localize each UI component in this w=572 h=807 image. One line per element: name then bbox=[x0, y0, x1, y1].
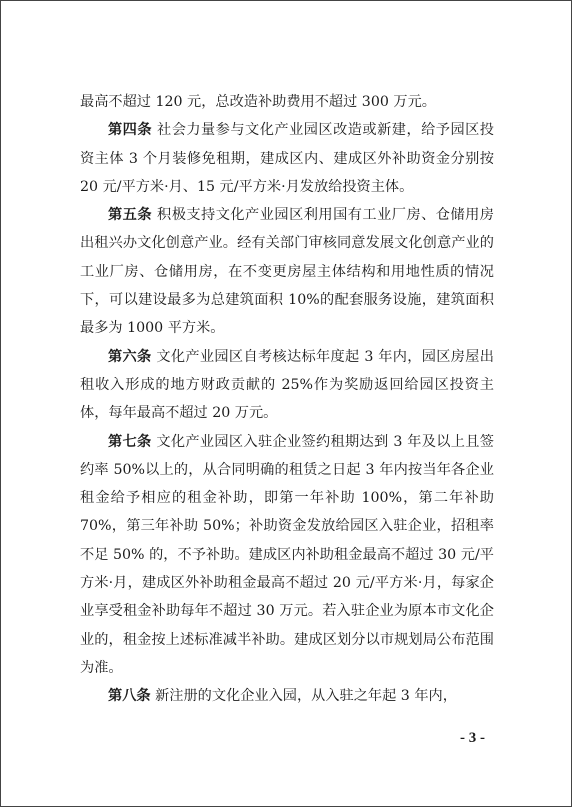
article-6 bbox=[80, 343, 494, 428]
article-heading: 第四条 bbox=[108, 122, 153, 139]
paragraph-text: 积极支持文化产业园区利用国有工业厂房、仓储用房出租兴办文化创意产业。经有关部门审核同意发展文化创意产业的工业厂房、仓储用房，在不变更房屋主体结构和用地性质的情况下，可以建设最多为总建筑面积 10%的配套服务设施，建筑面积最多为 1000 平方米。 bbox=[80, 207, 494, 337]
article-heading: 第七条 bbox=[108, 433, 152, 450]
page-number: - 3 - bbox=[460, 730, 485, 746]
document-body bbox=[80, 88, 494, 711]
paragraph-text: 新注册的文化企业入园，从入驻之年起 3 年内， bbox=[150, 688, 457, 705]
paragraph-text: 社会力量参与文化产业园区改造或新建，给予园区投资主体 3 个月装修免租期，建成区内、建成区外补助资金分别按 20 元/平方米·月、15 元/平方米·月发放给投资主体。 bbox=[80, 122, 494, 195]
paragraph-text: 文化产业园区自考核达标年度起 3 年内，园区房屋出租收入形成的地方财政贡献的 25%作为奖励返回给园区投资主体，每年最高不超过 20 万元。 bbox=[80, 348, 494, 422]
paragraph-text: 文化产业园区入驻企业签约租期达到 3 年及以上且签约率 50%以上的，从合同明确的租赁之日起 3 年内按当年各企业租金给予相应的租金补助，即第一年补助 100%，第二年补助 70%，第三年补助 50%；补助资金发放给园区入驻企业，招租率不足 50% 的，不予补助。建成区内补助租金最高不超过 30 元/平方米·月，建成区外补助租金最高不超过 20 元/平方米·月，每家企业享受租金补助每年不超过 30 万元。若入驻企业为原本市文化企业的，租金按上述标准减半补助。建成区划分以市规划局公布范围为准。 bbox=[80, 433, 494, 676]
article-heading: 第六条 bbox=[108, 348, 152, 365]
article-7 bbox=[80, 428, 494, 683]
article-heading: 第八条 bbox=[108, 688, 151, 705]
article-4 bbox=[80, 116, 494, 201]
article-heading: 第五条 bbox=[108, 207, 153, 224]
article-8 bbox=[80, 682, 494, 710]
paragraph-continuation bbox=[80, 88, 494, 116]
article-5 bbox=[80, 201, 494, 342]
paragraph-text: 最高不超过 120 元，总改造补助费用不超过 300 万元。 bbox=[80, 94, 436, 110]
